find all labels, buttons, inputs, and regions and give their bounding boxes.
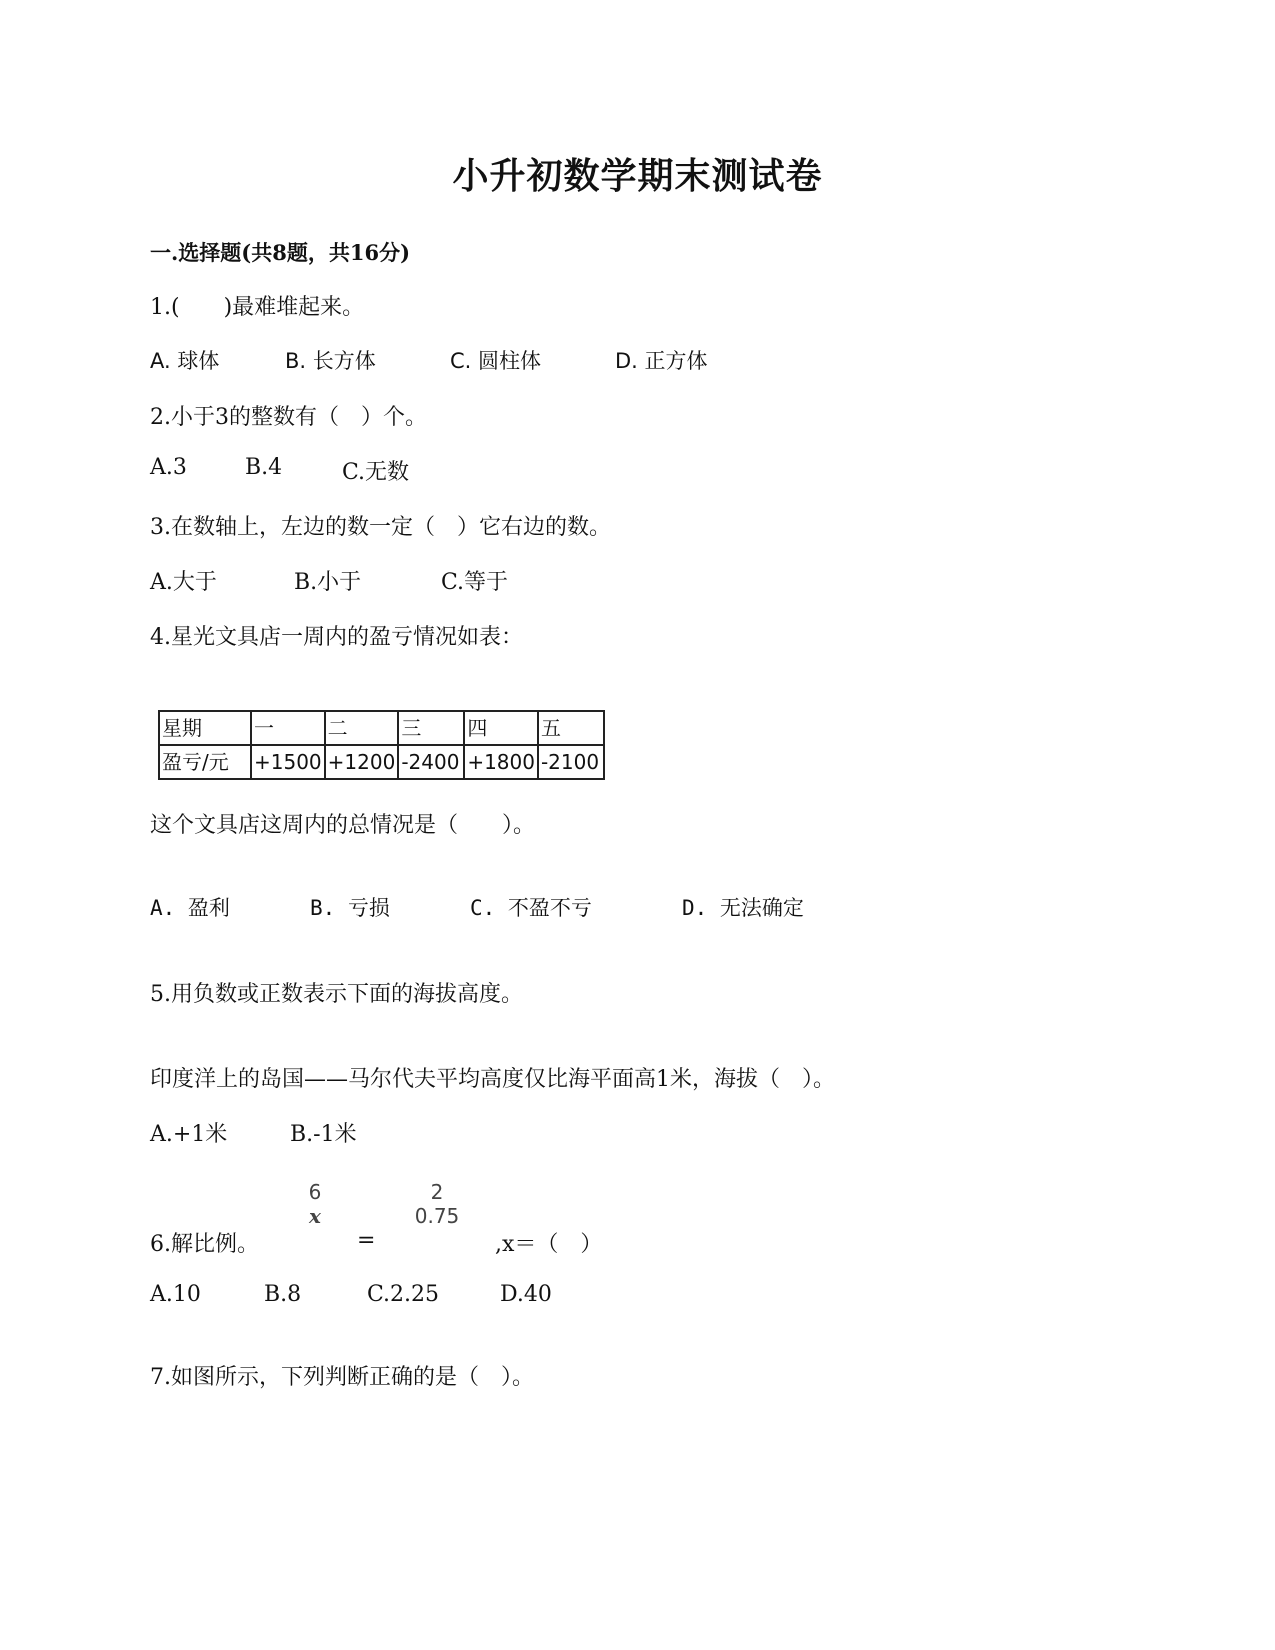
question-2-stem: 2.小于3的整数有（ ）个。	[150, 405, 427, 430]
profit-loss-table	[158, 710, 605, 780]
fraction-2-over-0.75	[410, 1180, 464, 1228]
fraction-6-over-x	[302, 1180, 328, 1228]
question-3-option-a[interactable]: A.大于	[150, 570, 217, 595]
table-cell: 盈亏/元	[159, 745, 251, 779]
table-cell: -2400	[398, 745, 464, 779]
table-header-cell: 四	[464, 711, 538, 745]
question-1-stem: 1.( )最难堆起来。	[150, 295, 365, 320]
question-6-option-a[interactable]: A.10	[150, 1282, 201, 1307]
table-row	[159, 745, 604, 779]
question-5-stem: 5.用负数或正数表示下面的海拔高度。	[150, 982, 523, 1007]
question-1-option-b[interactable]: B. 长方体	[285, 349, 376, 373]
question-4-option-b[interactable]: B. 亏损	[310, 896, 390, 920]
table-cell: +1200	[325, 745, 399, 779]
question-1-option-a[interactable]: A. 球体	[150, 349, 220, 373]
question-1-option-c[interactable]: C. 圆柱体	[450, 349, 542, 373]
question-4-option-c[interactable]: C. 不盈不亏	[470, 896, 592, 920]
fraction-numerator: 6	[308, 1180, 322, 1204]
question-2-option-a[interactable]: A.3	[150, 455, 187, 480]
question-5-option-b[interactable]: B.-1米	[290, 1122, 357, 1147]
question-5-follow: 印度洋上的岛国——马尔代夫平均高度仅比海平面高1米，海拔（ ）。	[150, 1067, 835, 1092]
question-1-option-d[interactable]: D. 正方体	[615, 349, 708, 373]
question-6-option-d[interactable]: D.40	[500, 1282, 552, 1307]
equals-sign: =	[357, 1228, 376, 1253]
table-cell: +1500	[251, 745, 325, 779]
page-title: 小升初数学期末测试卷	[452, 155, 823, 197]
question-4-follow: 这个文具店这周内的总情况是（ ）。	[150, 813, 536, 838]
table-cell: +1800	[464, 745, 538, 779]
question-3-option-c[interactable]: C.等于	[441, 570, 509, 595]
section-heading: 一.选择题(共8题，共16分)	[150, 240, 411, 265]
question-3-stem: 3.在数轴上，左边的数一定（ ）它右边的数。	[150, 515, 611, 540]
question-6-stem: 6.解比例。	[150, 1232, 259, 1257]
question-2-option-b[interactable]: B.4	[245, 455, 283, 480]
table-header-cell: 五	[538, 711, 604, 745]
question-6-tail: ,x＝（ ）	[495, 1232, 603, 1257]
question-7-stem: 7.如图所示，下列判断正确的是（ ）。	[150, 1365, 534, 1390]
question-4-option-d[interactable]: D. 无法确定	[682, 896, 804, 920]
fraction-denominator: 0.75	[414, 1204, 460, 1228]
question-4-option-a[interactable]: A. 盈利	[150, 896, 230, 920]
question-2-option-c[interactable]: C.无数	[342, 460, 410, 485]
question-4-stem: 4.星光文具店一周内的盈亏情况如表：	[150, 625, 523, 650]
question-6-option-c[interactable]: C.2.25	[367, 1282, 440, 1307]
fraction-denominator: x	[309, 1204, 321, 1228]
question-6-option-b[interactable]: B.8	[264, 1282, 302, 1307]
table-header-row	[159, 711, 604, 745]
table-header-cell: 三	[398, 711, 464, 745]
question-3-option-b[interactable]: B.小于	[294, 570, 362, 595]
table-header-cell: 星期	[159, 711, 251, 745]
question-5-option-a[interactable]: A.+1米	[150, 1122, 228, 1147]
table-cell: -2100	[538, 745, 604, 779]
table-header-cell: 二	[325, 711, 399, 745]
table-header-cell: 一	[251, 711, 325, 745]
fraction-numerator: 2	[430, 1180, 444, 1204]
